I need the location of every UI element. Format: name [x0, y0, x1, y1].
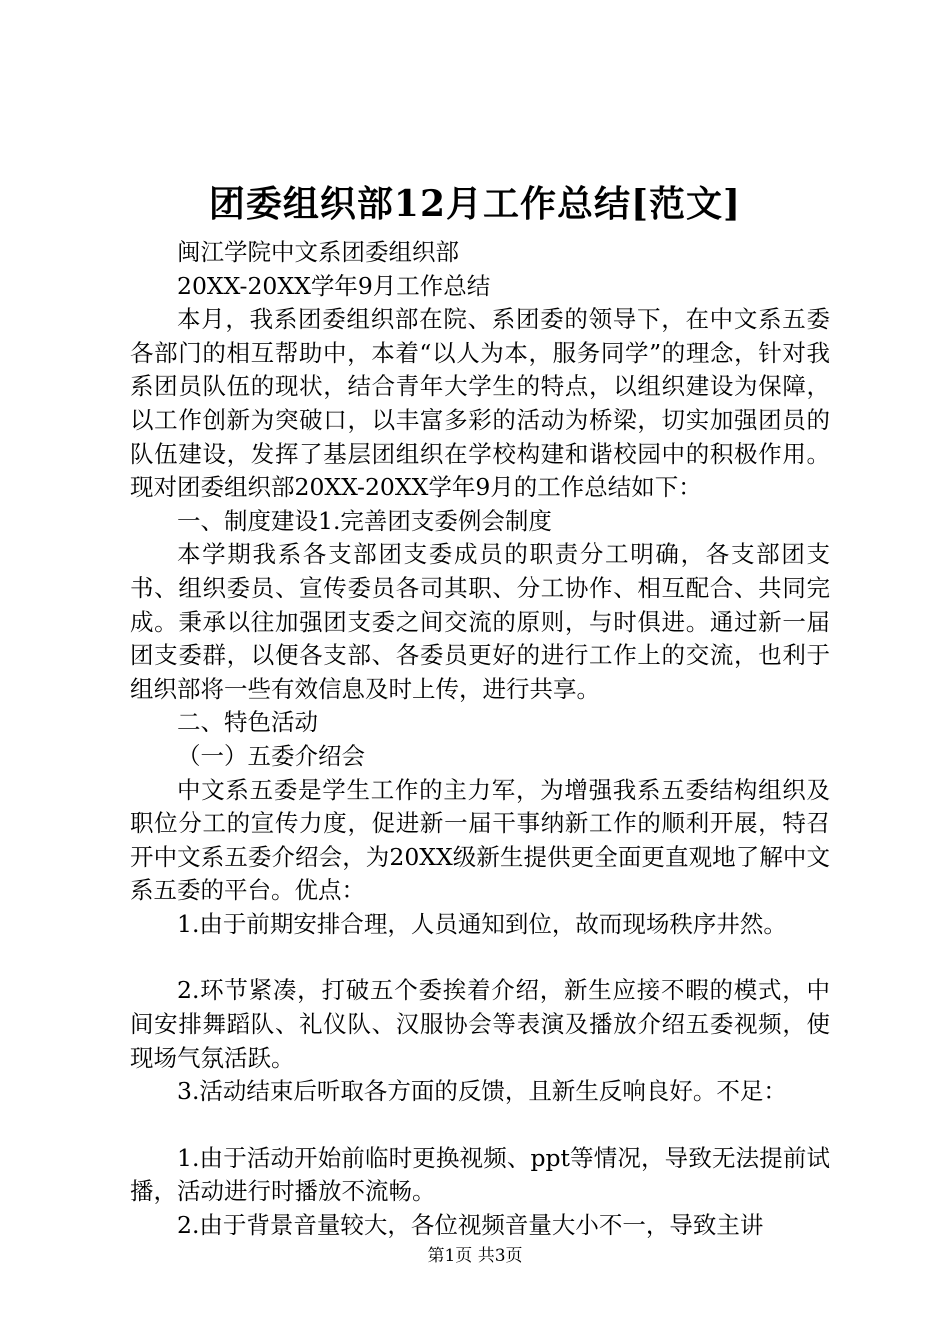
paragraph-spacer	[130, 1109, 830, 1142]
list-item-advantage-1: 1.由于前期安排合理，人员通知到位，故而现场秩序井然。	[177, 909, 787, 938]
list-item-shortcoming-1: 1.由于活动开始前临时更换视频、ppt等情况，导致无法提前试播，活动进行时播放不流畅。	[130, 1143, 830, 1206]
list-item-advantage-3: 3.活动结束后听取各方面的反馈，且新生反响良好。不足：	[177, 1077, 787, 1106]
page-footer: 第1页 共3页	[427, 1246, 523, 1266]
paragraph-system: 本学期我系各支部团支委成员的职责分工明确，各支部团支书、组织委员、宣传委员各司其职、分工协作、相互配合、共同完成。秉承以往加强团支委之间交流的原则，与时俱进。通过新一届团支委群，以便各支部、各委员更好的进行工作上的交流，也利于组织部将一些有效信息及时上传，进行共享。	[130, 540, 830, 703]
subsection-heading-intro-meeting: （一）五委介绍会	[177, 741, 365, 770]
document-title: 团委组织部12月工作总结[范文]	[208, 183, 742, 225]
section-heading-system: 一、制度建设1.完善团支委例会制度	[177, 506, 552, 535]
paragraph-department: 闽江学院中文系团委组织部	[177, 238, 459, 266]
section-heading-activities: 二、特色活动	[177, 708, 318, 737]
paragraph-intro: 本月，我系团委组织部在院、系团委的领导下，在中文系五委各部门的相互帮助中，本着“以人为本，服务同学”的理念，针对我系团员队伍的现状，结合青年大学生的特点，以组织建设为保障，以工作创新为突破口，以丰富多彩的活动为桥梁，切实加强团员的队伍建设，发挥了基层团组织在学校构建和谐校园中的积极作用。现对团委组织部20XX-20XX学年9月的工作总结如下：	[130, 305, 830, 502]
document-body	[130, 236, 830, 1243]
paragraph-spacer	[130, 941, 830, 974]
list-item-advantage-2: 2.环节紧凑，打破五个委挨着介绍，新生应接不暇的模式，中间安排舞蹈队、礼仪队、汉服协会等表演及播放介绍五委视频，使现场气氛活跃。	[130, 976, 830, 1072]
paragraph-intro-meeting: 中文系五委是学生工作的主力军，为增强我系五委结构组织及职位分工的宣传力度，促进新一届干事纳新工作的顺利开展，特召开中文系五委介绍会，为20XX级新生提供更全面更直观地了解中文系五委的平台。优点：	[130, 775, 830, 905]
paragraph-report-period: 20XX-20XX学年9月工作总结	[177, 271, 491, 300]
list-item-shortcoming-2: 2.由于背景音量较大，各位视频音量大小不一，导致主讲	[177, 1211, 764, 1240]
